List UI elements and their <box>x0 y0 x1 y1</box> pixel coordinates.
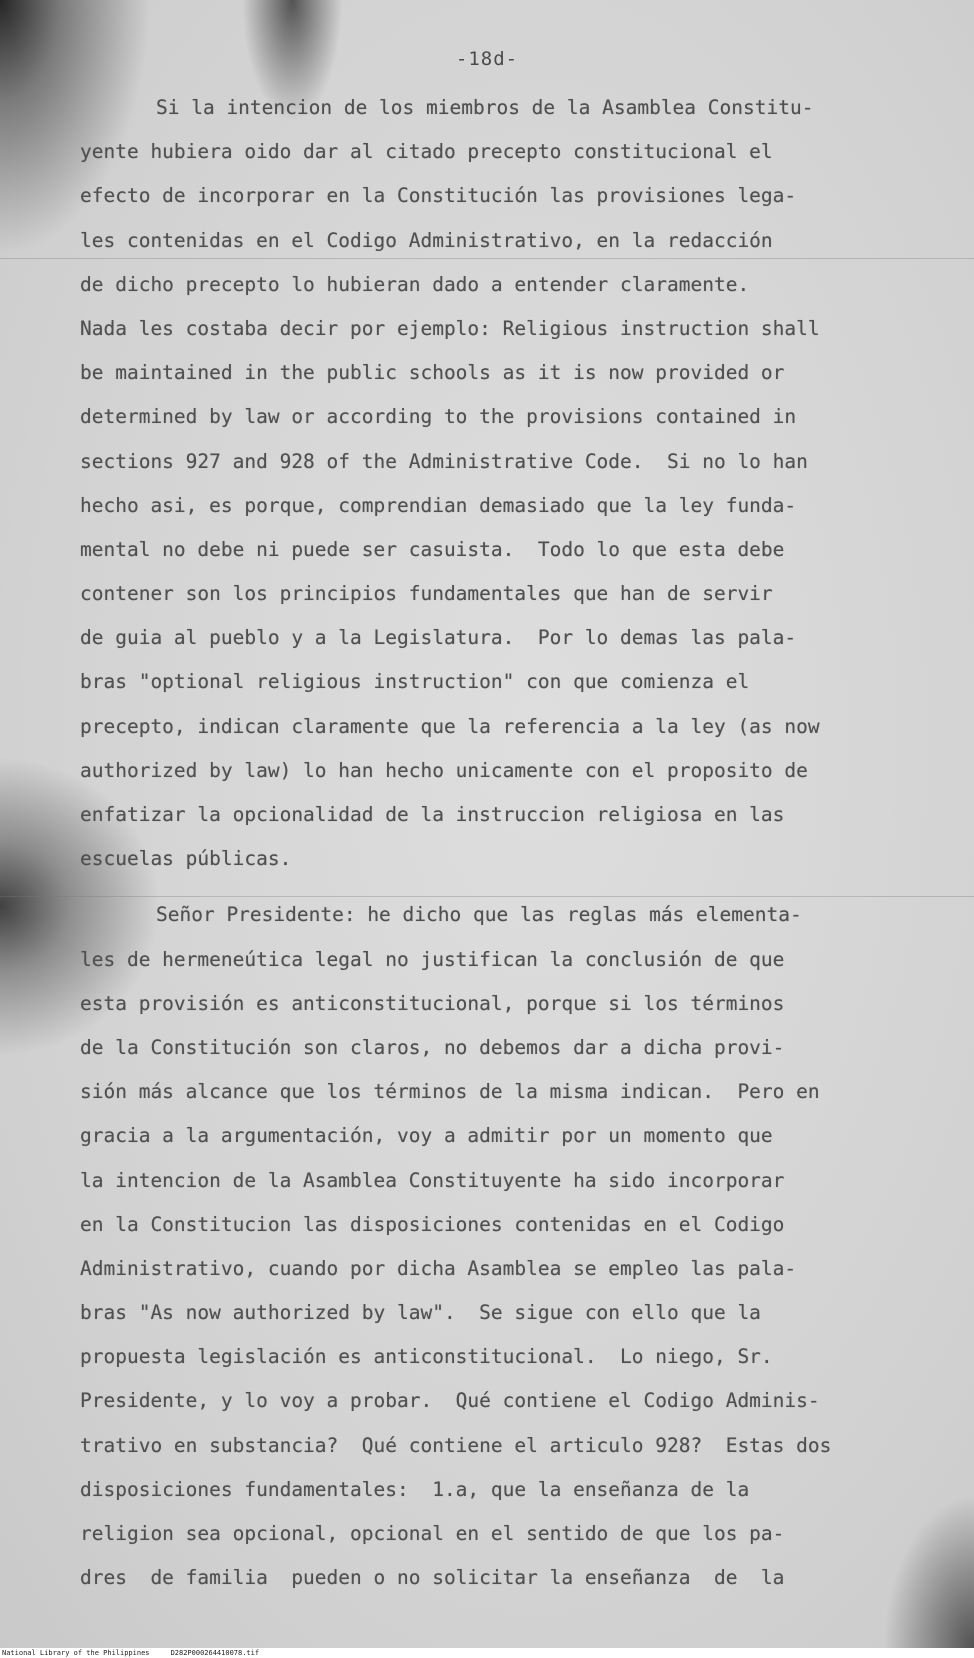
text-line: escuelas públicas. <box>80 847 292 871</box>
text-line: enfatizar la opcionalidad de la instruccion religiosa en las <box>80 803 785 826</box>
text-line: efecto de incorporar en la Constitución las provisiones lega- <box>80 184 797 208</box>
text-line: precepto, indican claramente que la referencia a la ley (as now <box>80 714 820 738</box>
text-line: be maintained in the public schools as it is now provided or <box>80 361 785 385</box>
text-line: authorized by law) lo han hecho unicamente con el proposito de <box>80 758 808 782</box>
text-line: sections 927 and 928 of the Administrative Code. Si no lo han <box>80 449 808 473</box>
text-line: les contenidas en el Codigo Administrativo, en la redacción <box>80 228 773 252</box>
text-line: contener son los principios fundamentales que han de servir <box>80 582 773 606</box>
text-line: de dicho precepto lo hubieran dado a entender claramente. <box>80 272 750 296</box>
text-line: determined by law or according to the provisions contained in <box>80 405 797 429</box>
text-line: trativo en substancia? Qué contiene el articulo 928? Estas dos <box>80 1433 832 1457</box>
text-line: mental no debe ni puede ser casuista. Todo lo que esta debe <box>80 537 785 561</box>
text-line: hecho asi, es porque, comprendian demasiado que la ley funda- <box>80 493 797 517</box>
text-line: disposiciones fundamentales: 1.a, que la enseñanza de la <box>80 1477 750 1501</box>
text-line: Señor Presidente: he dicho que las reglas más elementa- <box>156 903 802 927</box>
text-line: dres de familia pueden o no solicitar la enseñanza de la <box>80 1566 785 1590</box>
text-line: yente hubiera oido dar al citado precepto constitucional el <box>80 140 773 164</box>
document-body <box>80 86 960 1600</box>
paragraph-1 <box>80 86 960 881</box>
text-line: la intencion de la Asamblea Constituyente ha sido incorporar <box>80 1168 785 1192</box>
text-line: religion sea opcional, opcional en el sentido de que los pa- <box>80 1522 785 1545</box>
text-line: Presidente, y lo voy a probar. Qué contiene el Codigo Adminis- <box>80 1389 820 1413</box>
text-line: propuesta legislación es anticonstitucional. Lo niego, Sr. <box>80 1345 773 1369</box>
text-line: bras "As now authorized by law". Se sigue con ello que la <box>80 1301 761 1325</box>
text-line: Administrativo, cuando por dicha Asamblea se empleo las pala- <box>80 1256 797 1280</box>
text-line: en la Constitucion las disposiciones contenidas en el Codigo <box>80 1212 785 1236</box>
text-line: de la Constitución son claros, no debemos dar a dicha provi- <box>80 1035 785 1059</box>
paragraph-2 <box>80 893 960 1600</box>
text-line: gracia a la argumentación, voy a admitir por un momento que <box>80 1124 773 1148</box>
text-line: Si la intencion de los miembros de la Asamblea Constitu- <box>156 96 814 119</box>
text-line: sión más alcance que los términos de la misma indican. Pero en <box>80 1080 820 1104</box>
page-number: -18d- <box>455 48 519 70</box>
text-line: de guia al pueblo y a la Legislatura. Por lo demas las pala- <box>80 626 797 650</box>
text-line: Nada les costaba decir por ejemplo: Religious instruction shall <box>80 316 820 340</box>
text-line: bras "optional religious instruction" con que comienza el <box>80 670 750 694</box>
text-line: esta provisión es anticonstitucional, porque si los términos <box>80 991 785 1015</box>
archive-caption: National Library of the Philippines D282P000264410078.tif <box>0 1648 974 1658</box>
text-line: les de hermeneútica legal no justifican la conclusión de que <box>80 947 785 971</box>
